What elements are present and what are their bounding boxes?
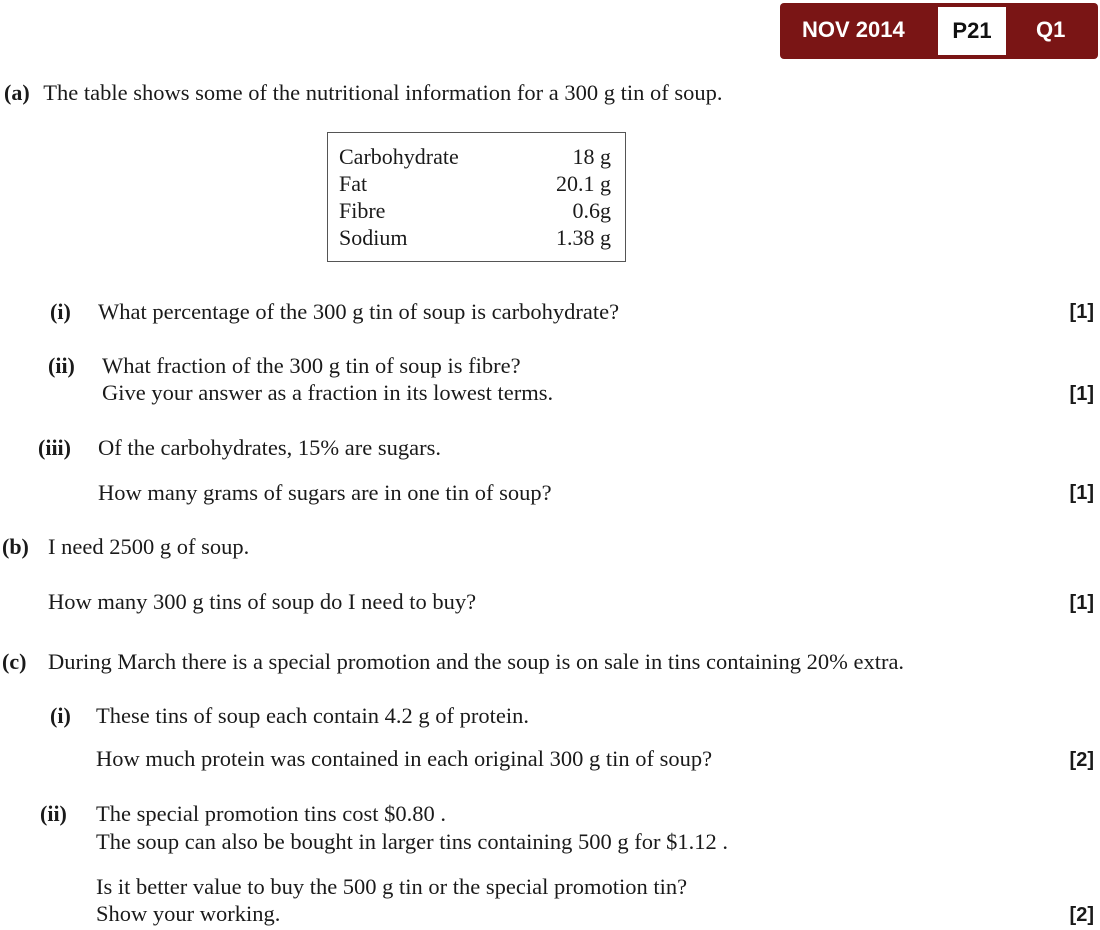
exam-reference-badge — [780, 3, 1098, 59]
part-a-ii-label: (ii) — [48, 353, 75, 378]
part-a-iii-marks: [1] — [1069, 482, 1094, 504]
part-a-intro: The table shows some of the nutritional information for a 300 g tin of soup. — [43, 80, 723, 105]
part-b-label: (b) — [2, 534, 29, 559]
table-row — [339, 225, 609, 252]
part-c-ii-line4: Show your working. — [96, 901, 281, 926]
nutrient-name: Sodium — [339, 225, 408, 250]
part-b-line2: How many 300 g tins of soup do I need to buy? — [48, 589, 477, 614]
part-a-i-label: (i) — [50, 299, 71, 324]
table-row — [339, 171, 609, 198]
part-c-ii-marks: [2] — [1069, 904, 1094, 926]
nutrient-value: 0.6g — [572, 198, 611, 223]
exam-session: NOV 2014 — [802, 17, 905, 42]
nutrient-value: 20.1 g — [556, 171, 611, 196]
part-a-label: (a) — [4, 80, 30, 105]
part-c-ii-line3: Is it better value to buy the 500 g tin or the special promotion tin? — [96, 874, 688, 899]
part-a-ii-line2: Give your answer as a fraction in its lowest terms. — [102, 380, 554, 405]
part-a-ii-marks: [1] — [1069, 383, 1094, 405]
part-b-marks: [1] — [1069, 592, 1094, 614]
nutrition-table — [327, 132, 626, 262]
part-a-i-marks: [1] — [1069, 301, 1094, 323]
nutrient-value: 18 g — [572, 144, 611, 169]
nutrient-name: Fibre — [339, 198, 386, 223]
exam-paper: P21 — [938, 7, 1006, 55]
part-c-i-line2: How much protein was contained in each original 300 g tin of soup? — [96, 746, 713, 771]
part-a-iii-line2: How many grams of sugars are in one tin of soup? — [98, 480, 552, 505]
part-a-i-text: What percentage of the 300 g tin of soup is carbohydrate? — [98, 299, 620, 324]
part-b-line1: I need 2500 g of soup. — [48, 534, 250, 559]
table-row — [339, 144, 609, 171]
part-a-iii-line1: Of the carbohydrates, 15% are sugars. — [98, 435, 441, 460]
part-a-ii-line1: What fraction of the 300 g tin of soup is fibre? — [102, 353, 521, 378]
part-a — [4, 79, 723, 106]
part-c-ii-line1: The special promotion tins cost $0.80 . — [96, 801, 446, 826]
nutrient-name: Carbohydrate — [339, 144, 459, 169]
exam-question: Q1 — [1036, 17, 1066, 42]
part-c-i-line1: These tins of soup each contain 4.2 g of protein. — [96, 703, 530, 728]
part-c-label: (c) — [2, 649, 27, 674]
nutrient-value: 1.38 g — [556, 225, 611, 250]
nutrient-name: Fat — [339, 171, 368, 196]
part-c-intro: During March there is a special promotion and the soup is on sale in tins containing 20% extra. — [48, 649, 905, 674]
table-row — [339, 198, 609, 225]
part-c-i-label: (i) — [50, 703, 71, 728]
part-c-i-marks: [2] — [1069, 749, 1094, 771]
part-c-ii-line2: The soup can also be bought in larger tins containing 500 g for $1.12 . — [96, 829, 728, 854]
part-c-ii-label: (ii) — [40, 801, 67, 826]
part-a-iii-label: (iii) — [38, 435, 71, 460]
